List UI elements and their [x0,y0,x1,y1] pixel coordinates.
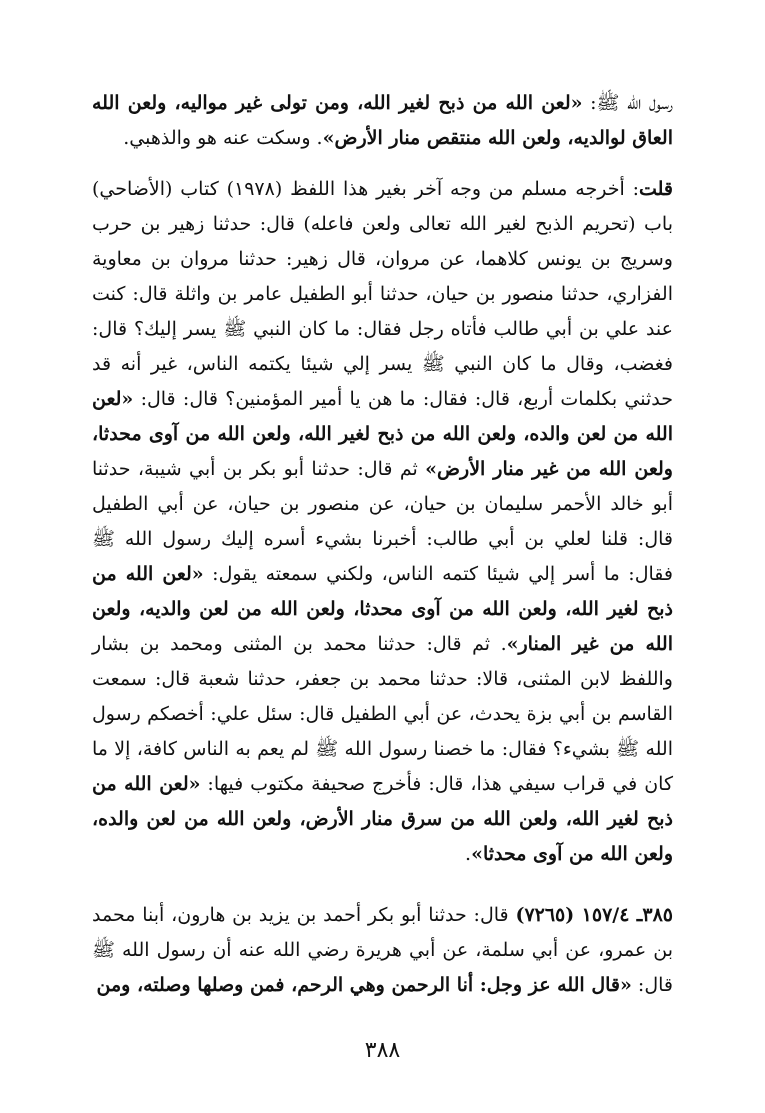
text-segment: . ثم قال: حدثنا محمد بن المثنى ومحمد بن بشار واللفظ لابن المثنى، قالا: حدثنا محمد بن جعفر، حدثنا شعبة قال: سمعت القاسم بن أبي بزة يحدث، عن أبي الطفيل قال: سئل علي: أخصكم رسول الله ﷺ بشيء؟ فقال: ما خصنا رسول الله ﷺ لم يعم به الناس كافة، إلا ما كان في قراب سيفي هذا، قال: فأخرج صحيفة مكتوب فيها: [92,633,673,795]
text-segment: . وسكت عنه هو والذهبي. [123,127,323,149]
hadith-quote: «لعن الله من ذبح لغير الله، ومن تولى غير مواليه، ولعن الله العاق لوالديه، ولعن الله منتقص منار الأرض» [92,92,673,149]
paragraph-continuation [92,86,673,156]
text-segment: قال: حدثنا أبو بكر أحمد بن يزيد بن هارون، أبنا محمد بن عمرو، عن أبي سلمة، عن أبي هريرة رضي الله عنه أن رسول الله ﷺ قال: [92,904,673,996]
text-segment: ثم قال: حدثنا أبو بكر بن أبي شيبة، حدثنا أبو خالد الأحمر سليمان بن حيان، عن منصور بن حيان، عن أبي الطفيل قال: قلنا لعلي بن أبي طالب: أخبرنا بشيء أسره إليك رسول الله ﷺ فقال: ما أسر إلي شيئا كتمه الناس، ولكني سمعته يقول: [92,458,673,585]
hadith-quote: «لعن الله من ذبح لغير الله، ولعن الله من آوى محدثا، ولعن الله من لعن والديه، ولعن الله من غير المنار» [92,563,673,655]
hadith-quote: «قال الله عز وجل: أنا الرحمن وهي الرحم، فمن وصلها وصلته، ومن [96,974,632,996]
page-number: ٣٨٨ [364,1038,401,1063]
text-segment: : أخرجه مسلم من وجه آخر بغير هذا اللفظ (١٩٧٨) كتاب (الأضاحي) باب (تحريم الذبح لغير الله تعالى ولعن فاعله) قال: حدثنا زهير بن حرب وسريج بن يونس كلاهما، عن مروان، قال زهير: حدثنا مروان بن معاوية الفزاري، حدثنا منصور بن حيان، حدثنا أبو الطفيل عامر بن واثلة قال: كنت عند علي بن أبي طالب فأتاه رجل فقال: ما كان النبي ﷺ يسر إليك؟ قال: فغضب، وقال ما كان النبي ﷺ يسر إلي شيئا يكتمه الناس، غير أنه قد حدثني بكلمات أربع، قال: فقال: ما هن يا أمير المؤمنين؟ قال: قال: [92,178,673,410]
text-segment: رسول الله ﷺ: [582,92,673,114]
hadith-number: ٣٨٥ـ ١٥٧/٤ (٧٢٦٥) [515,904,673,926]
paragraph-hadith-entry [92,898,673,1003]
text-segment: . [465,843,472,865]
hadith-quote: «لعن الله من ذبح لغير الله، ولعن الله من سرق منار الأرض، ولعن الله من لعن والده، ولعن الله من آوى محدثا» [92,773,673,865]
hadith-quote: «لعن الله من لعن والده، ولعن الله من ذبح لغير الله، ولعن الله من آوى محدثا، ولعن الله من غير منار الأرض» [92,388,673,480]
commentary-label: قلت [638,178,674,200]
paragraph-commentary [92,172,673,872]
